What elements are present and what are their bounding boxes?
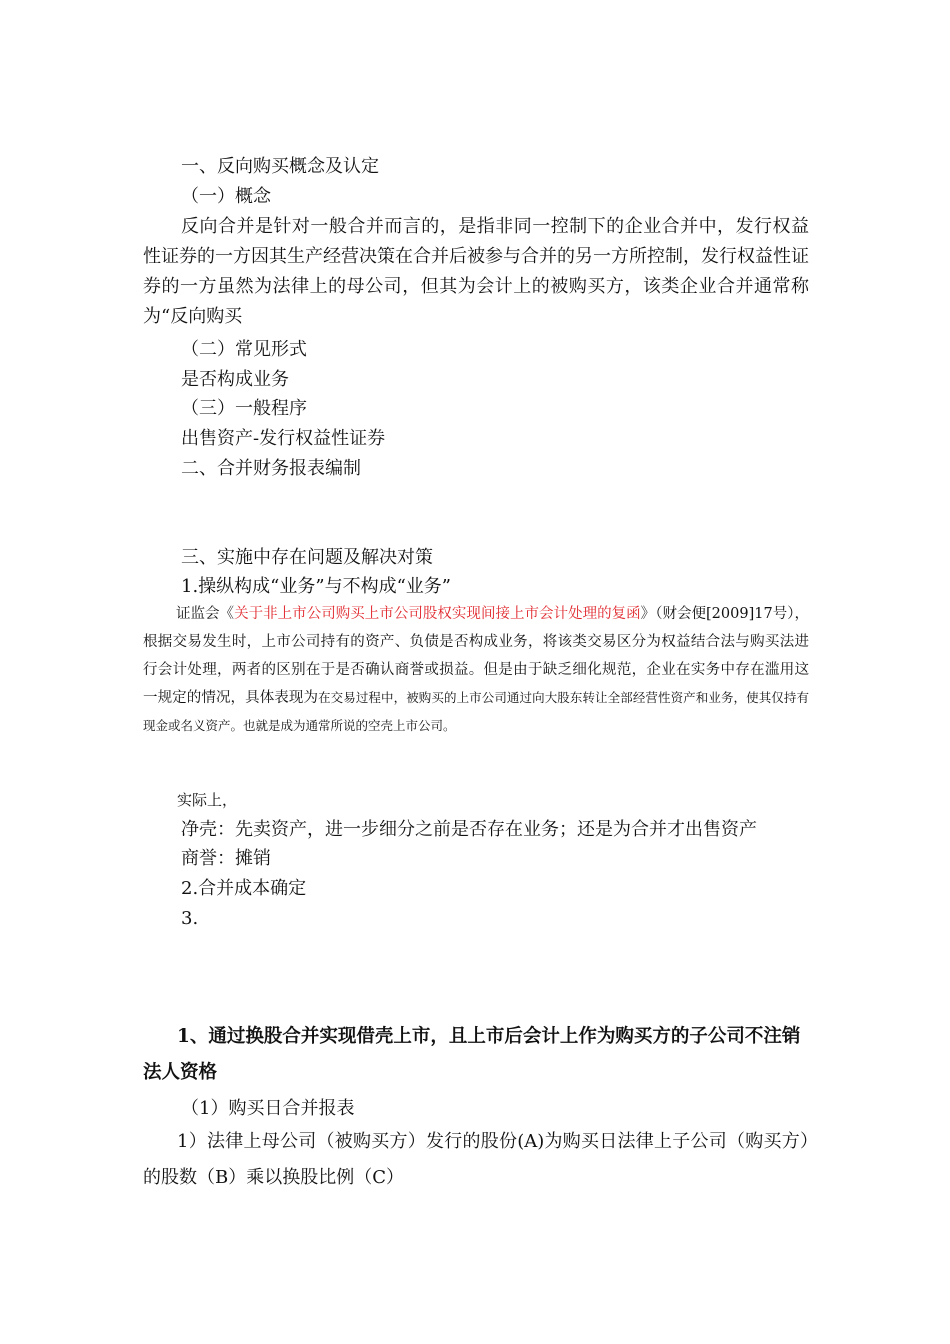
csrc-body: 》（财会便[2009]17号），根据交易发生时，上市公司持有的资产、负债是否构成业务，将该类交易区分为权益结合法与购买法进行会计处理，两者的区别在于是否确认商誉或损益。但是由于缺乏细化规范，企业在实务中存在滥用这一规定的情况，具体表现为	[143, 606, 810, 706]
list-item-2: 2.合并成本确定	[181, 878, 307, 899]
csrc-prefix: 证监会《	[176, 606, 235, 622]
subheading-purchase-date: （1）购买日合并报表	[181, 1098, 355, 1119]
paragraph-actually: 实际上，	[177, 791, 238, 809]
paragraph-procedure: 出售资产-发行权益性证券	[181, 428, 386, 449]
paragraph-net-shell: 净壳：先卖资产，进一步细分之前是否存在业务；还是为合并才出售资产	[181, 819, 757, 840]
heading-3: 三、实施中存在问题及解决对策	[181, 547, 433, 568]
paragraph-concept: 反向合并是针对一般合并而言的，是指非同一控制下的企业合并中，发行权益性证券的一方因其生产经营决策在合并后被参与合并的另一方所控制，发行权益性证券的一方虽然为法律上的母公司，但其为会计上的被购买方，该类企业合并通常称为“反向购买	[143, 216, 809, 327]
heading-2: 二、合并财务报表编制	[181, 458, 361, 479]
bold-heading: 1、通过换股合并实现借壳上市，且上市后会计上作为购买方的子公司不注销法人资格	[143, 1026, 801, 1083]
subheading-procedure: （三）一般程序	[181, 398, 307, 419]
paragraph-forms: 是否构成业务	[181, 369, 289, 390]
csrc-tail: 在交易过程中，被购买的上市公司通过向大股东转让全部经营性资产和业务，使其仅持有现金或名义资产。也就是成为通常所说的空壳上市公司。	[143, 690, 809, 733]
subheading-concept: （一）概念	[181, 186, 271, 207]
paragraph-goodwill: 商誉：摊销	[181, 848, 271, 869]
heading-1: 一、反向购买概念及认定	[181, 156, 379, 177]
paragraph-shares: 1）法律上母公司（被购买方）发行的股份(A)为购买日法律上子公司（购买方）的股数（B）乘以换股比例（C）	[143, 1131, 809, 1188]
list-item-1: 1.操纵构成“业务”与不构成“业务”	[181, 576, 451, 597]
list-item-3: 3.	[181, 908, 199, 929]
csrc-reply-link[interactable]: 关于非上市公司购买上市公司股权实现间接上市会计处理的复函	[234, 606, 641, 622]
paragraph-csrc	[143, 600, 809, 740]
subheading-forms: （二）常见形式	[181, 339, 307, 360]
